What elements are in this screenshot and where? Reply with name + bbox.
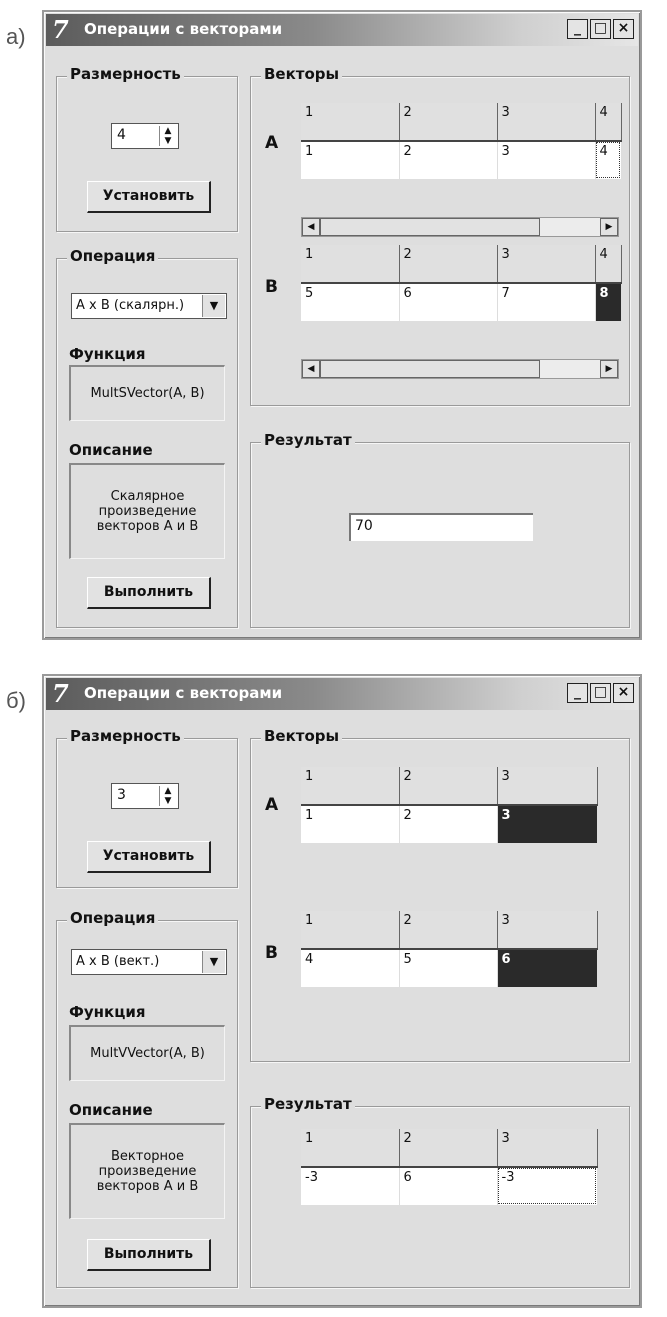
scroll-thumb[interactable] — [320, 218, 540, 236]
grid-header-cell: 2 — [399, 911, 497, 949]
grid-header-cell: 2 — [399, 103, 497, 141]
operation-selected: A x B (скалярн.) — [76, 298, 185, 313]
run-button[interactable]: Выполнить — [87, 577, 211, 609]
arrow-left-icon[interactable]: ◀ — [302, 218, 320, 236]
vector-a-grid — [301, 103, 622, 179]
arrow-right-icon[interactable]: ▶ — [600, 218, 618, 236]
grid-cell[interactable]: 6 — [399, 1167, 497, 1205]
maximize-icon[interactable]: □ — [590, 19, 611, 39]
grid-header-cell: 4 — [595, 103, 621, 141]
description-value: Векторное произведение векторов A и B — [96, 1149, 199, 1194]
window-title: Операции с векторами — [84, 20, 283, 38]
operation-select[interactable] — [71, 293, 227, 319]
grid-cell[interactable]: -3 — [497, 1167, 597, 1205]
vectors-label: Векторы — [261, 65, 342, 83]
vectors-group — [250, 65, 630, 406]
description-value-box — [69, 463, 225, 559]
dimension-spinner[interactable] — [111, 123, 179, 149]
grid-header-cell: 4 — [595, 245, 621, 283]
grid-cell[interactable]: -3 — [301, 1167, 399, 1205]
grid-cell[interactable]: 1 — [301, 141, 399, 179]
window-a — [42, 10, 642, 640]
grid-cell[interactable]: 5 — [301, 283, 399, 321]
title-bar[interactable] — [46, 14, 638, 46]
grid-header-cell: 3 — [497, 911, 597, 949]
grid-cell[interactable]: 4 — [301, 949, 399, 987]
arrow-left-icon[interactable]: ◀ — [302, 360, 320, 378]
grid-cell[interactable]: 3 — [497, 141, 595, 179]
spin-arrows-icon[interactable]: ▲ ▼ — [159, 126, 176, 146]
grid-header-cell: 1 — [301, 1129, 399, 1167]
figure-label-b: б) — [6, 688, 26, 713]
minimize-icon[interactable]: _ — [567, 19, 588, 39]
dimension-value: 4 — [117, 127, 126, 143]
spin-arrows-icon[interactable]: ▲ ▼ — [159, 786, 176, 806]
result-group — [250, 1095, 630, 1288]
grid-cell-selected[interactable]: 3 — [497, 805, 597, 843]
set-dimension-button[interactable]: Установить — [87, 841, 211, 873]
grid-header-cell: 3 — [497, 1129, 597, 1167]
result-grid — [301, 1129, 598, 1205]
description-label: Описание — [69, 1101, 153, 1119]
dimension-spinner[interactable] — [111, 783, 179, 809]
grid-cell[interactable]: 5 — [399, 949, 497, 987]
grid-header-cell: 3 — [497, 103, 595, 141]
maximize-icon[interactable]: □ — [590, 683, 611, 703]
grid-header-cell: 2 — [399, 767, 497, 805]
window-b — [42, 674, 642, 1308]
set-dimension-button[interactable]: Установить — [87, 181, 211, 213]
operation-label: Операция — [67, 247, 158, 265]
function-value: MultSVector(A, B) — [90, 386, 205, 401]
figure-label-a: а) — [6, 24, 26, 49]
result-group — [250, 431, 630, 628]
grid-header-cell: 1 — [301, 911, 399, 949]
run-button[interactable]: Выполнить — [87, 1239, 211, 1271]
operation-group — [56, 909, 238, 1288]
delphi-app-icon: 7 — [52, 679, 69, 708]
function-value-box — [69, 365, 225, 421]
description-value: Скалярное произведение векторов A и B — [96, 489, 199, 534]
chevron-down-icon[interactable]: ▼ — [202, 295, 225, 317]
grid-cell[interactable]: 1 — [301, 805, 399, 843]
grid-cell[interactable]: 7 — [497, 283, 595, 321]
vector-b-scrollbar[interactable] — [301, 359, 619, 379]
grid-cell-selected[interactable]: 8 — [595, 283, 621, 321]
description-label: Описание — [69, 441, 153, 459]
operation-select[interactable] — [71, 949, 227, 975]
dimension-group — [56, 727, 238, 888]
chevron-down-icon[interactable]: ▼ — [202, 951, 225, 973]
scroll-thumb[interactable] — [320, 360, 540, 378]
grid-cell[interactable]: 6 — [399, 283, 497, 321]
grid-header-cell: 3 — [497, 767, 597, 805]
grid-header-cell: 3 — [497, 245, 595, 283]
operation-selected: A x B (вект.) — [76, 954, 160, 969]
grid-header-cell: 1 — [301, 767, 399, 805]
grid-header-cell: 2 — [399, 1129, 497, 1167]
operation-label: Операция — [67, 909, 158, 927]
title-bar[interactable] — [46, 678, 638, 710]
result-value-field[interactable]: 70 — [349, 513, 533, 541]
vector-a-scrollbar[interactable] — [301, 217, 619, 237]
grid-cell[interactable]: 2 — [399, 141, 497, 179]
function-label: Функция — [69, 1003, 146, 1021]
grid-header-cell: 2 — [399, 245, 497, 283]
close-icon[interactable]: × — [613, 683, 634, 703]
minimize-icon[interactable]: _ — [567, 683, 588, 703]
vector-b-label: B — [265, 943, 278, 963]
function-value: MultVVector(A, B) — [90, 1046, 205, 1061]
window-title: Операции с векторами — [84, 684, 283, 702]
vector-a-label: A — [265, 795, 279, 815]
vector-b-grid — [301, 245, 622, 321]
vector-a-label: A — [265, 133, 279, 153]
description-value-box — [69, 1123, 225, 1219]
grid-cell[interactable]: 4 — [595, 141, 621, 179]
grid-header-cell: 1 — [301, 245, 399, 283]
arrow-right-icon[interactable]: ▶ — [600, 360, 618, 378]
vector-a-grid — [301, 767, 598, 843]
function-label: Функция — [69, 345, 146, 363]
result-label: Результат — [261, 431, 355, 449]
grid-header-cell: 1 — [301, 103, 399, 141]
vector-b-label: B — [265, 277, 278, 297]
close-icon[interactable]: × — [613, 19, 634, 39]
grid-cell-selected[interactable]: 6 — [497, 949, 597, 987]
grid-cell[interactable]: 2 — [399, 805, 497, 843]
operation-group — [56, 247, 238, 628]
result-label: Результат — [261, 1095, 355, 1113]
dimension-value: 3 — [117, 787, 126, 803]
vectors-label: Векторы — [261, 727, 342, 745]
delphi-app-icon: 7 — [52, 15, 69, 44]
dimension-label: Размерность — [67, 727, 184, 745]
vectors-group — [250, 727, 630, 1062]
function-value-box — [69, 1025, 225, 1081]
dimension-group — [56, 65, 238, 232]
dimension-label: Размерность — [67, 65, 184, 83]
vector-b-grid — [301, 911, 598, 987]
